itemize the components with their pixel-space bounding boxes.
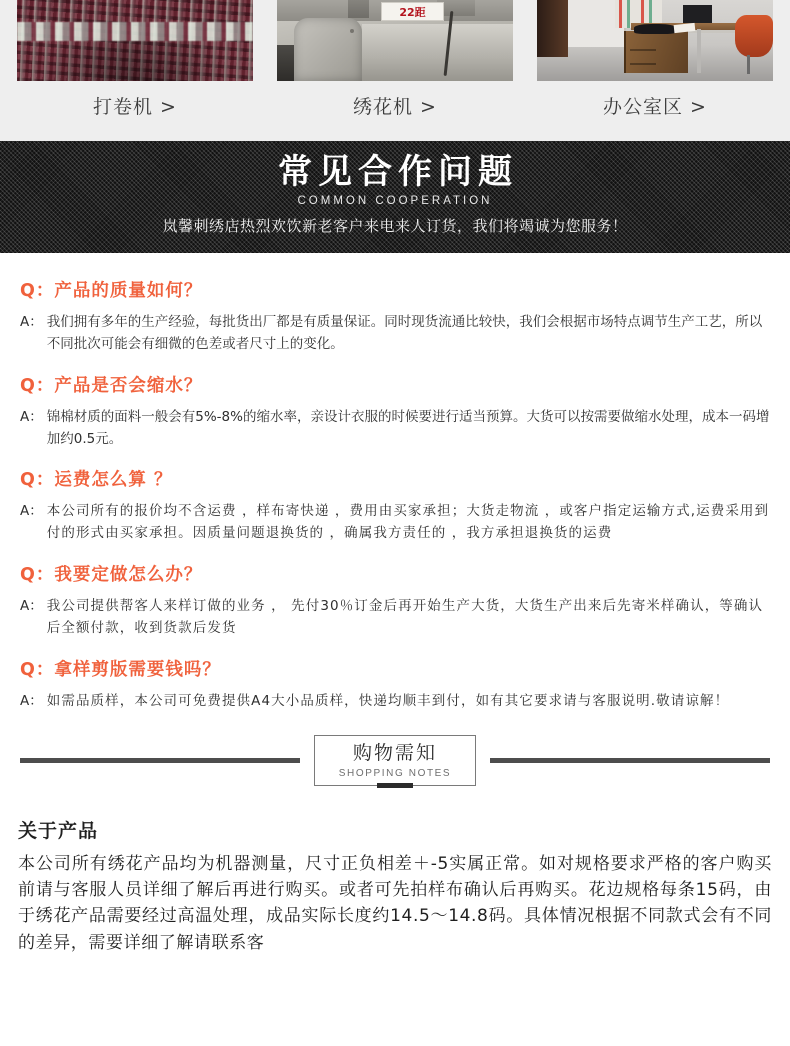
- office-door: [537, 0, 568, 57]
- divider-rule-right: [490, 758, 770, 763]
- faq-answer: [20, 501, 770, 545]
- machine-table: [362, 24, 513, 81]
- thumbnail-strip: [0, 0, 790, 141]
- faq-answer-text: 我们拥有多年的生产经验，每批货出厂都是有质量保证。同时现货流通比较快，我们会根据市场特点调节生产工艺，所以不同批次可能会有细微的色差或者尺寸上的变化。: [46, 314, 763, 352]
- banner-subtitle-en: COMMON COOPERATION: [297, 195, 493, 208]
- thumbnail-item-embroidery-machine[interactable]: [277, 0, 513, 141]
- faq-item: [20, 656, 770, 713]
- shopping-notes-separator: [0, 735, 790, 786]
- faq-answer: [20, 312, 770, 356]
- faq-answer: [20, 691, 770, 713]
- thumbnail-item-rolling-machine[interactable]: [17, 0, 253, 141]
- faq-question: Q：产品的质量如何？: [20, 281, 203, 301]
- faq-answer-marker: A：: [20, 314, 43, 330]
- faq-answer: [20, 407, 770, 451]
- machine-sign-label: 22距: [381, 2, 444, 22]
- office-chair: [735, 15, 773, 57]
- embroidery-machine-photo[interactable]: [277, 0, 513, 81]
- machine-graphic: [277, 0, 513, 81]
- office-monitor: [683, 5, 711, 23]
- common-cooperation-banner: [0, 141, 790, 253]
- faq-question: Q：拿样剪版需要钱吗？: [20, 659, 221, 680]
- thumbnail-label[interactable]: 绣花机 >: [353, 96, 437, 118]
- shopping-notes-badge: [314, 735, 476, 786]
- faq-answer-marker: A：: [20, 598, 43, 615]
- about-product-body: 本公司所有绣花产品均为机器测量，尺寸正负相差＋-5实属正常。如对规格要求严格的客户购买前请与客服人员详细了解后再进行购买。或者可先拍样布确认后再购买。花边规格每条15码，由于绣花产品需要经过高温处理，成品实际长度约14.5～14.8码。具体情况根据不同款式会有不同的差异，需要详细了解请联系客: [18, 853, 772, 953]
- office-graphic: [537, 0, 773, 81]
- faq-answer-marker: A：: [20, 503, 43, 520]
- divider-rule-left: [20, 758, 300, 763]
- faq-answer-marker: A：: [20, 408, 43, 425]
- office-pedestal-cabinet: [624, 31, 687, 73]
- rolling-machine-photo[interactable]: [17, 0, 253, 81]
- faq-item: [20, 277, 770, 356]
- office-desk-leg: [697, 29, 701, 73]
- shopping-notes-title-en: SHOPPING NOTES: [338, 767, 452, 779]
- office-bag: [634, 24, 676, 34]
- fabric-texture-graphic: [17, 0, 253, 81]
- faq-question: Q：我要定做怎么办？: [20, 565, 203, 586]
- thumbnail-label[interactable]: 打卷机 >: [93, 96, 177, 118]
- faq-answer-text: 锦棉材质的面料一般会有5%-8%的缩水率，亲设计衣服的时候要进行适当预算。大货可以按需要做缩水处理，成本一码增加约0.5元。: [46, 408, 770, 447]
- thumbnail-item-office-area[interactable]: [537, 0, 773, 141]
- machine-head: [348, 0, 369, 18]
- thumbnail-label[interactable]: 办公室区 >: [603, 96, 707, 118]
- faq-answer-text: 我公司提供帮客人来样订做的业务 ， 先付30％订金后再开始生产大货，大货生产出来后先寄米样确认，等确认后全额付款，收到货款后发货: [46, 598, 764, 637]
- banner-title: 常见合作问题: [278, 152, 518, 192]
- faq-item: [20, 561, 770, 640]
- faq-list: [0, 253, 790, 713]
- faq-item: [20, 466, 770, 545]
- faq-item: [20, 372, 770, 451]
- machine-panel: [294, 18, 362, 81]
- faq-question: Q：运费怎么算 ？: [20, 470, 173, 491]
- faq-answer-marker: A：: [20, 692, 43, 709]
- shopping-notes-title-cn: 购物需知: [352, 741, 437, 764]
- faq-answer-text: 本公司所有的报价均不含运费 ，样布寄快递 ，费用由买家承担；大货走物流 ，或客户指定运输方式,运费采用到付的形式由买家承担。因质量问题退换货的 ，确属我方责任的 ，我方承担退换货的运费: [46, 503, 770, 542]
- faq-answer-text: 如需品质样，本公司可免费提供A4大小品质样，快递均顺丰到付，如有其它要求请与客服说明.敬请谅解！: [46, 692, 730, 709]
- about-product-section: [0, 786, 790, 956]
- office-area-photo[interactable]: [537, 0, 773, 81]
- faq-answer: [20, 596, 770, 640]
- faq-question: Q：产品是否会缩水？: [20, 375, 203, 396]
- about-product-title: 关于产品: [18, 819, 99, 842]
- banner-subtitle-cn: 岚馨刺绣店热烈欢饮新老客户来电来人订货，我们将竭诚为您服务！: [162, 217, 628, 236]
